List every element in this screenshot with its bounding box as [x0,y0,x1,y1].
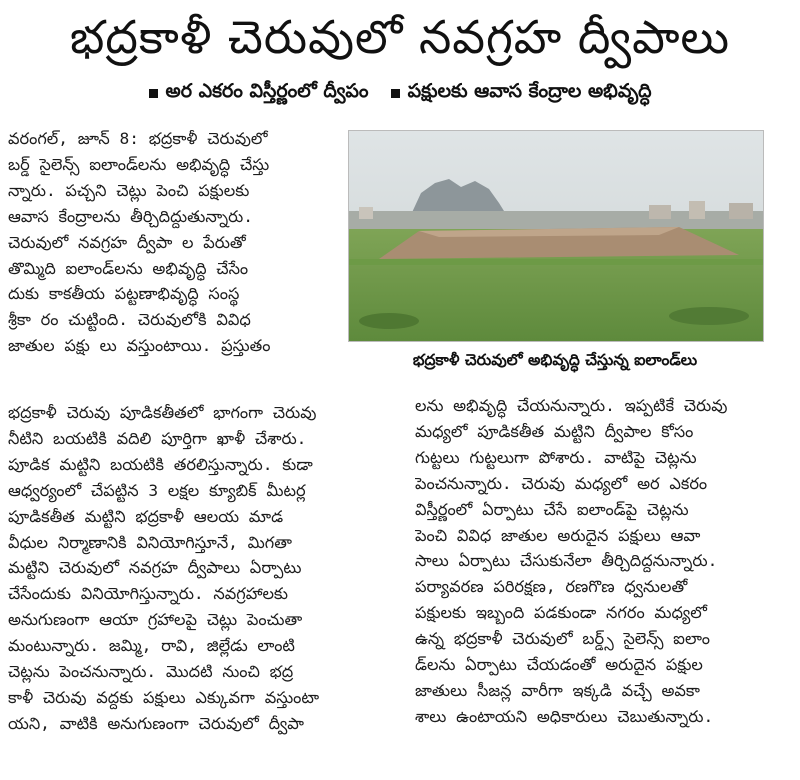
subheadline-2-text: పక్షులకు ఆవాస కేంద్రాల అభివృద్ధి [407,79,652,102]
lake-island-photo [349,131,763,341]
text-line: దుకు కాకతీయ పట్టణాభివృద్ధి సంస్థ [8,284,240,304]
article-column-left-bottom [8,400,403,737]
text-line: మంటున్నారు. జమ్మి, రావి, జిల్లేడు లాంటి [8,636,295,656]
text-line: పెంచి వివిధ జాతుల అరుదైన పక్షులు ఆవా [415,525,701,545]
square-bullet-icon [391,89,400,98]
text-line: భద్రకాళీ చెరువు పూడికతీతలో భాగంగా చెరువు [8,403,317,422]
text-line: నీటిని బయటికి వదిలి పూర్తిగా ఖాళీ చేశారు. [8,428,307,448]
text-line: చెరువులో నవగ్రహ ద్వీపా ల పేరుతో [8,232,246,252]
text-line: పెంచనున్నారు. చెరువు మధ్యలో అర ఎకరం [415,473,708,493]
text-line: కాళీ చెరువు వద్దకు పక్షులు ఎక్కువగా వస్తుంటా [8,687,320,707]
text-line: చెట్లను పెంచనున్నారు. మొదటి నుంచి భద్ర [8,662,294,682]
subheadline-1-text: అర ఎకరం విస్తీర్ణంలో ద్వీపం [165,79,369,102]
text-line: వరంగల్, జూన్ 8: భద్రకాళీ చెరువులో [8,129,268,148]
text-line: ఆవాస కేంద్రాలను తీర్చిదిద్దుతున్నారు. [8,206,254,226]
subheadline-2 [391,80,652,107]
text-line: వీధుల నిర్మాణానికి వినియోగిస్తూనే, మిగతా [8,532,292,552]
text-line: శ్రీకా రం చుట్టింది. చెరువులోకి వివిధ [8,310,251,330]
text-line: బర్డ్ సైలెన్స్ ఐలాండ్‌లను అభివృద్ధి చేస్తు [8,154,270,174]
text-line: అనుగుణంగా ఆయా గ్రహాలపై చెట్లు పెంచుతా [8,610,303,630]
text-line: న్నారు. పచ్చని చెట్లు పెంచి పక్షులకు [8,180,250,200]
text-line: పక్షులకు ఇబ్బంది పడకుండా నగరం మధ్యలో [415,603,707,623]
text-line: పర్యావరణ పరిరక్షణ, రణగొణ ధ్వనులతో [415,577,688,597]
text-line: జాతుల పక్షు లు వస్తుంటాయి. ప్రస్తుతం [8,336,271,356]
text-line: జాతులు సీజన్ల వారీగా ఇక్కడి వచ్చే అవకా [415,680,700,700]
article-column-left-top [8,126,343,359]
text-line: శాలు ఉంటాయని అధికారులు చెబుతున్నారు. [415,706,714,726]
text-line: మధ్యలో పూడికతీత మట్టిని ద్వీపాల కోసం [415,421,694,441]
text-line: గుట్టలు గుట్టలుగా పోశారు. వాటిపై చెట్లను [415,447,697,467]
text-line: పూడికతీత మట్టిని భద్రకాళీ ఆలయ మాడ [8,506,284,526]
text-line: మట్టిని చెరువులో నవగ్రహ ద్వీపాలు ఏర్పాటు [8,558,302,578]
square-bullet-icon [149,89,158,98]
text-line: తొమ్మిది ఐలాండ్‌లను అభివృద్ధి చేసేం [8,258,249,278]
text-line: డ్‌లను ఏర్పాటు చేయడంతో అరుదైన పక్షుల [415,655,703,675]
headline: భద్రకాళీ చెరువులో నవగ్రహ ద్వీపాలు [69,10,731,64]
text-line: యని, వాటికి అనుగుణంగా చెరువులో ద్వీపా [8,713,304,733]
text-line: చేసేందుకు వినియోగిస్తున్నారు. నవగ్రహాలకు [8,584,288,604]
text-line: పూడిక మట్టిని బయటికి తరలిస్తున్నారు. కుడా [8,454,313,474]
text-line: లను అభివృద్ధి చేయనున్నారు. ఇప్పటికే చెరువు [415,396,728,415]
subheadline-1 [149,80,369,107]
photo-caption: భద్రకాళీ చెరువులో అభివృద్ధి చేస్తున్న ఐలాండ్‌లు [412,351,698,369]
article-photo [348,130,764,342]
text-line: సాలు ఏర్పాటు చేసుకునేలా తీర్చిదిద్దనున్నారు. [415,551,718,571]
article-column-right [415,393,795,730]
text-line: విస్తీర్ణంలో ఏర్పాటు చేసే ఐలాండ్‌పై చెట్లను [415,499,689,519]
subheadline-bar [0,76,800,110]
text-line: ఉన్న భద్రకాళీ చెరువులో బర్డ్స్ సైలెన్స్ ఐలాం [415,629,710,649]
text-line: ఆధ్వర్యంలో చేపట్టిన 3 లక్షల క్యూబిక్ మీటర్ల [8,480,306,500]
